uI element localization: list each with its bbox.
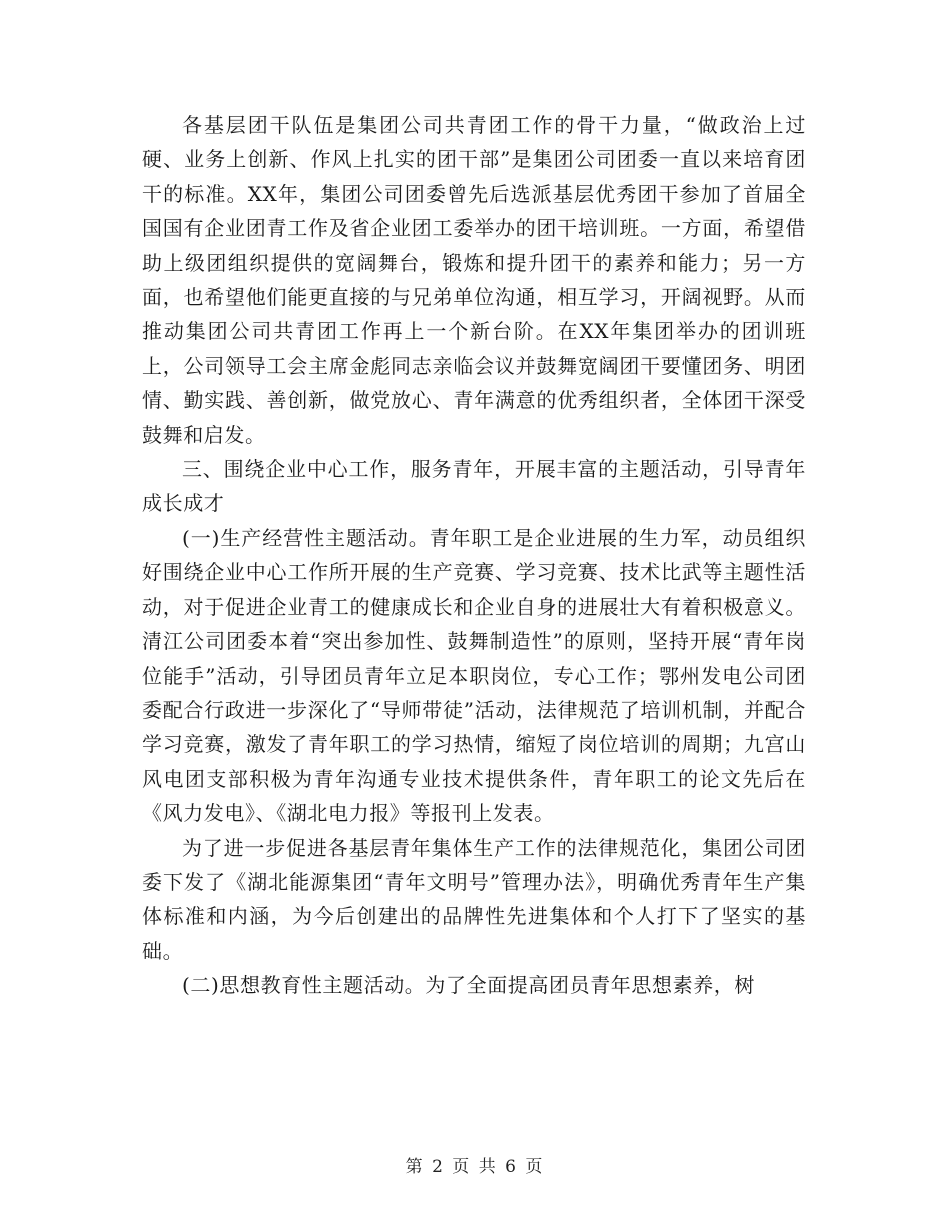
- paragraph-cadre-training: 各基层团干队伍是集团公司共青团工作的骨干力量，“做政治上过硬、业务上创新、作风上扎实的团干部”是集团公司团委一直以来培育团干的标准。XX年，集团公司团委曾先后选派基层优秀团干参加了首届全国国有企业团青工作及省企业团工委举办的团干培训班。一方面，希望借助上级团组织提供的宽阔舞台，锻炼和提升团干的素养和能力；另一方面，也希望他们能更直接的与兄弟单位沟通，相互学习，开阔视野。从而推动集团公司共青团工作再上一个新台阶。在XX年集团举办的团训班上，公司领导工会主席金彪同志亲临会议并鼓舞宽阔团干要懂团务、明团情、勤实践、善创新，做党放心、青年满意的优秀组织者，全体团干深受鼓舞和启发。: [142, 113, 806, 447]
- paragraph-production-activities: (一)生产经营性主题活动。青年职工是企业进展的生力军，动员组织好围绕企业中心工作所开展的生产竞赛、学习竞赛、技术比武等主题性活动，对于促进企业青工的健康成长和企业自身的进展壮大有着积极意义。清江公司团委本着“突出参加性、鼓舞制造性”的原则，坚持开展“青年岗位能手”活动，引导团员青年立足本职岗位，专心工作；鄂州发电公司团委配合行政进一步深化了“导师带徒”活动，法律规范了培训机制，并配合学习竞赛，激发了青年职工的学习热情，缩短了岗位培训的周期；九宫山风电团支部积极为青年沟通专业技术提供条件，青年职工的论文先后在《风力发电》、《湖北电力报》等报刊上发表。: [142, 525, 806, 826]
- page-number-footer: 第 2 页 共 6 页: [405, 1157, 545, 1177]
- paragraph-ideological-education: (二)思想教育性主题活动。为了全面提高团员青年思想素养，树: [182, 973, 756, 998]
- section-heading-theme-activities: 三、围绕企业中心工作，服务青年，开展丰富的主题活动，引导青年成长成才: [142, 457, 806, 516]
- paragraph-standardization: 为了进一步促进各基层青年集体生产工作的法律规范化，集团公司团委下发了《湖北能源集团“青年文明号”管理办法》，明确优秀青年生产集体标准和内涵，为今后创建出的品牌性先进集体和个人打下了坚实的基础。: [142, 835, 806, 963]
- document-body: [142, 108, 806, 1003]
